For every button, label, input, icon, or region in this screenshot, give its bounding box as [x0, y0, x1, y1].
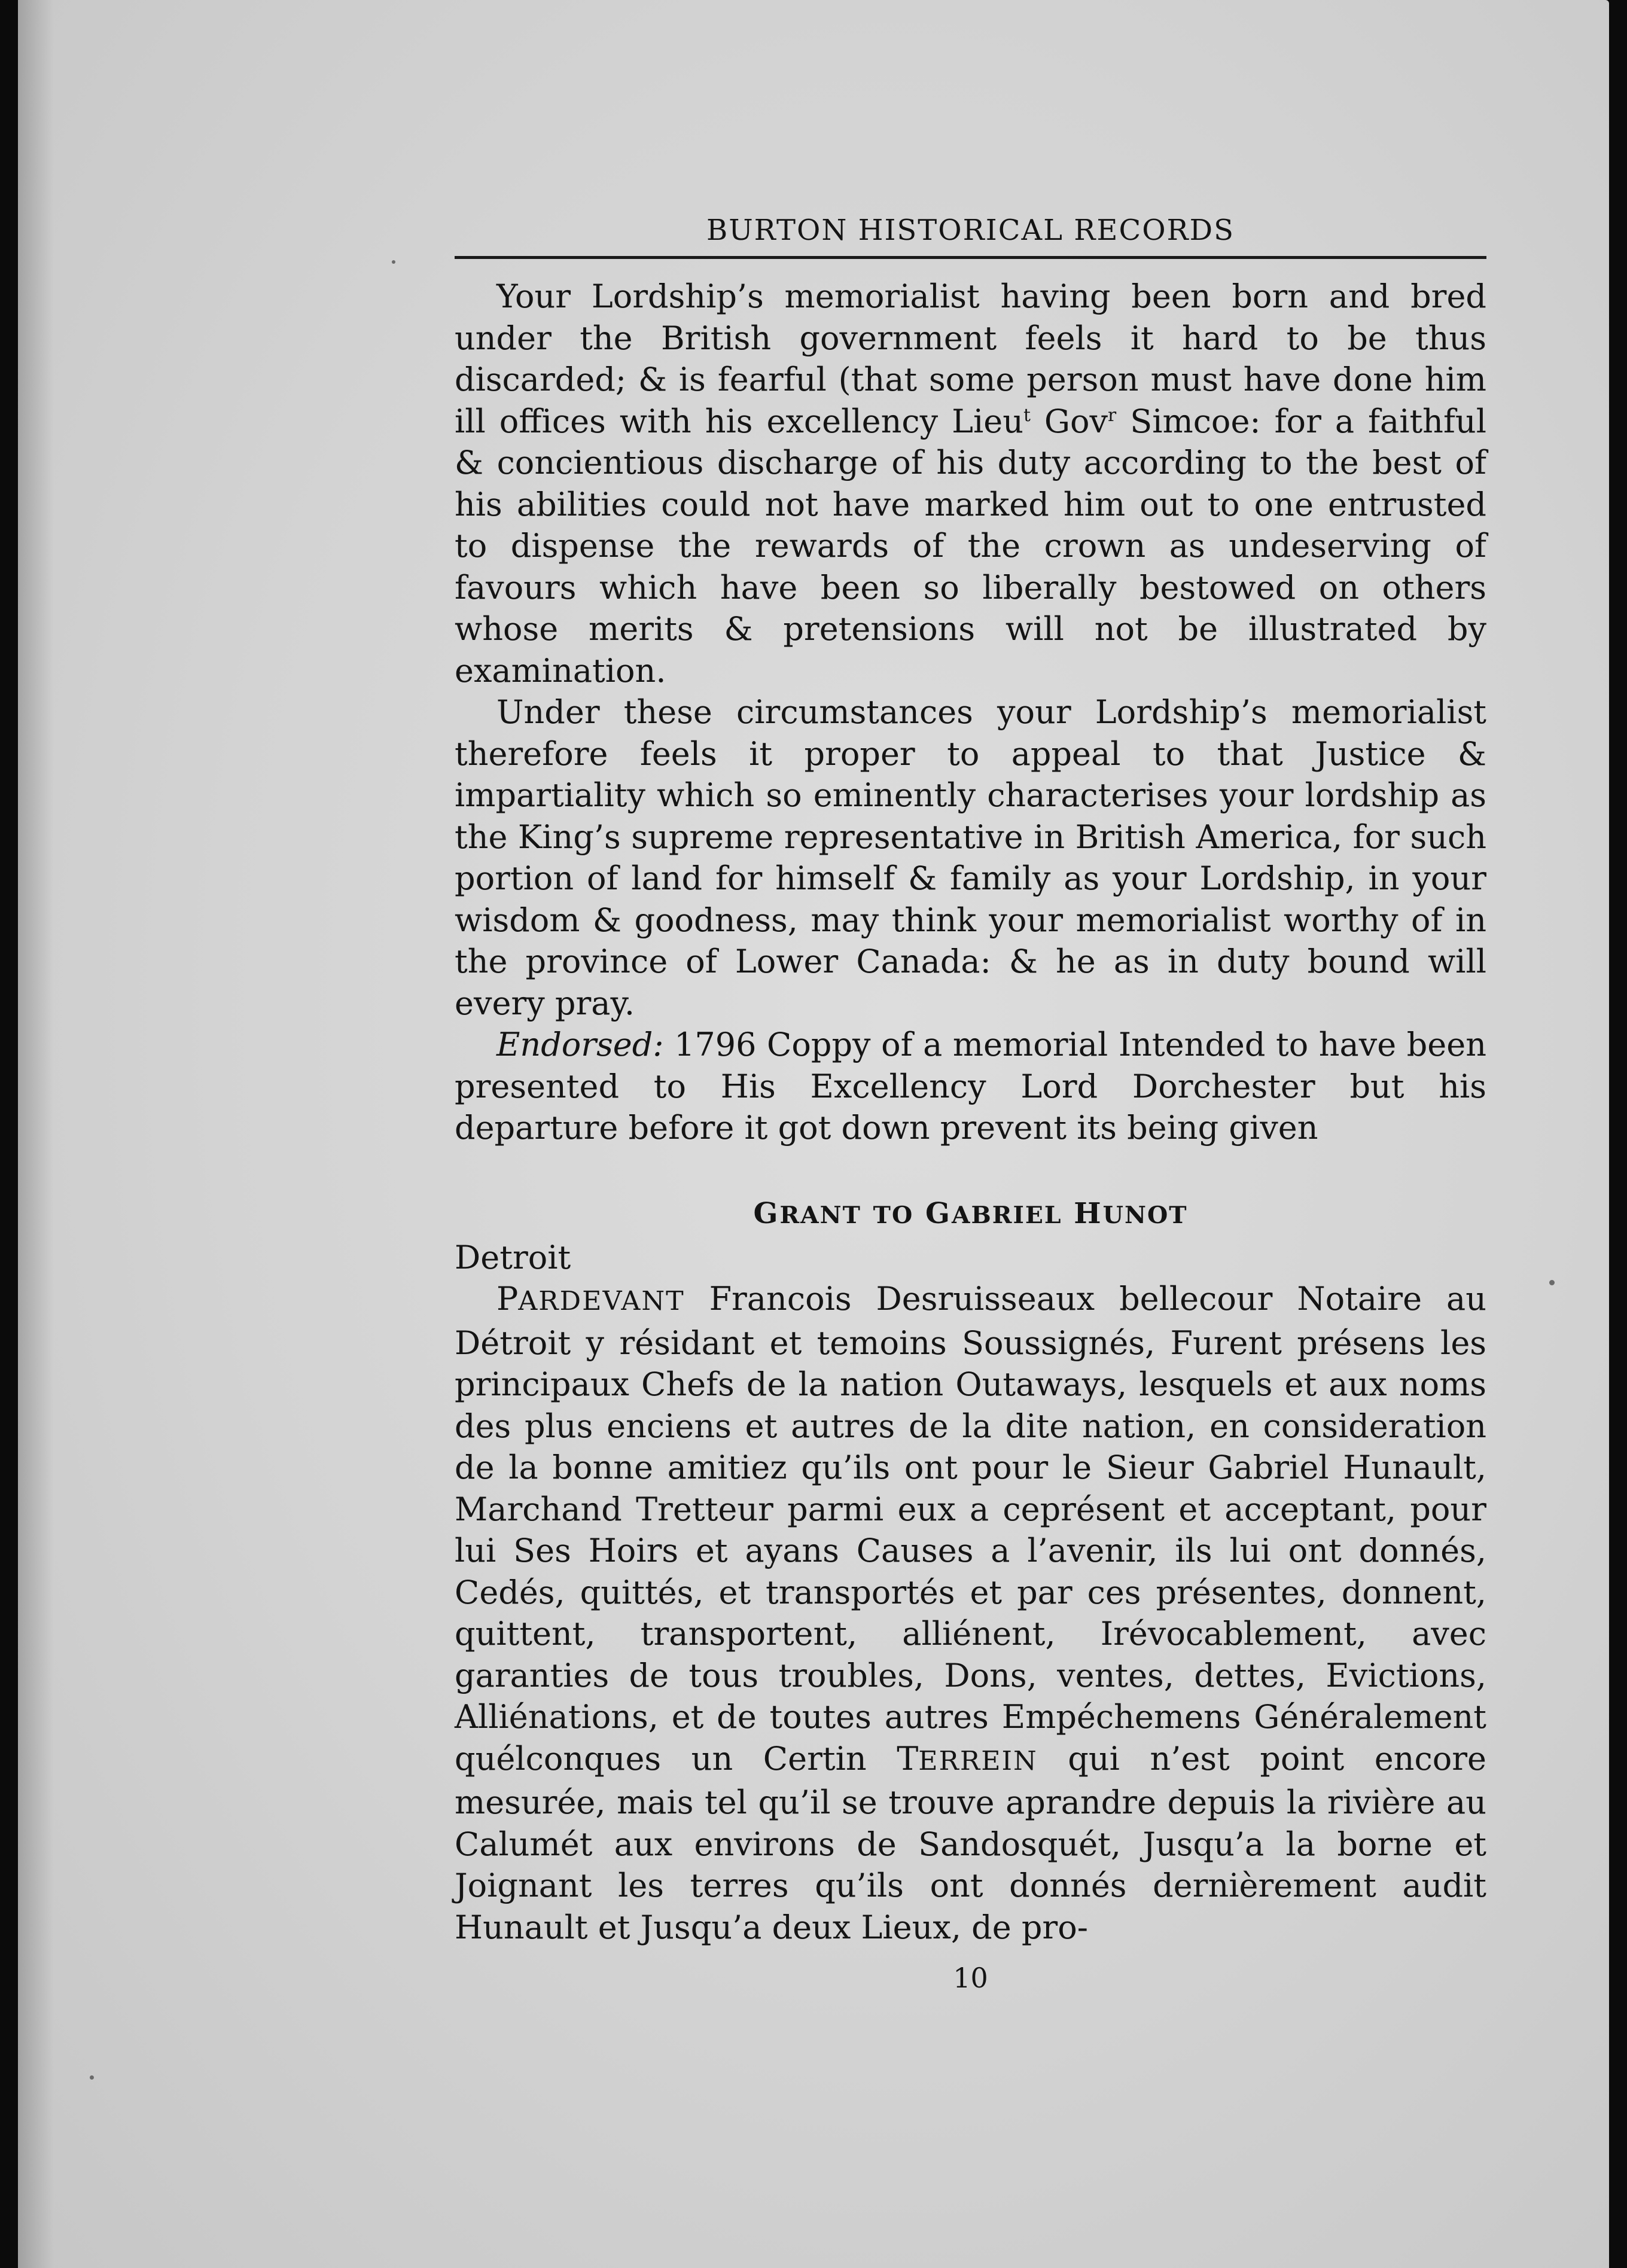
grant-opening-smallcaps: ARDEVANT [518, 1286, 685, 1316]
place-line: Detroit [455, 1238, 571, 1276]
paper-speck [392, 260, 395, 264]
endorsed-text: 1796 Coppy of a memorial Intended to have been presented to His Excellency Lord Dorchester but his departure before it got down prevent its being given [455, 1026, 1486, 1147]
grant-opening-initial: P [496, 1280, 519, 1318]
title-smallcaps: UNOT [1102, 1201, 1188, 1229]
paragraph-memorial-text-b: Gov [1030, 402, 1108, 440]
superscript-r: r [1108, 404, 1117, 426]
body-text [455, 276, 1486, 1948]
title-initial: G [753, 1196, 780, 1230]
paragraph-memorial-text-a: Your Lordship’s memorialist having been born and bred under the British government feels it hard to be thus discarded; & is fearful (that some person must have done him ill offices with his excellency Lieu [455, 278, 1486, 440]
section-title [455, 1192, 1486, 1237]
paragraph-grant [455, 1278, 1486, 1948]
grant-text-a: Francois Desruisseaux bellecour Notaire au Détroit y résidant et temoins Soussignés, Furent présens les principaux Chefs de la nation Outaways, lesquels et aux noms des plus enciens et autres de la dite nation, en consideration de la bonne amitiez qu’ils ont pour le Sieur Gabriel Hunault, Marchand Tretteur parmi eux a ceprésent et acceptant, pour lui Ses Hoirs et ayans Causes a l’avenir, ils lui ont donnés, Cedés, quittés, et transportés et par ces présentes, donnent, quittent, transportent, alliénent, Irévocablement, avec garanties de tous troubles, Dons, ventes, dettes, Evictions, Alliénations, et de toutes autres Empéchemens Généralement quélconques un Certin [455, 1280, 1486, 1778]
superscript-t: t [1023, 404, 1031, 426]
paragraph-memorial [455, 276, 1486, 691]
title-word [925, 1197, 1062, 1230]
grant-text-b: qui n’est point encore mesurée, mais tel qu’il se trouve aprandre depuis la rivière au Calumét aux environs de Sandosquét, Jusqu’a la borne et Joignant les terres qu’ils ont donnés dernièrement audit Hunault et Jusqu’a deux Lieux, de pro- [455, 1739, 1486, 1946]
title-smallcaps: ABRIEL [951, 1201, 1062, 1229]
paragraph-endorsed [455, 1024, 1486, 1149]
title-smallcaps: RANT [779, 1201, 861, 1229]
title-word [753, 1197, 861, 1230]
endorsed-label: Endorsed: [496, 1026, 664, 1063]
running-head: BURTON HISTORICAL RECORDS [706, 214, 1235, 247]
paragraph-memorial-text-c: Simcoe: for a faithful & concientious discharge of his duty according to the best of his abilities could not have marked him out to one entrusted to dispense the rewards of the crown as undeserving of favours which have been so liberally bestowed on others whose merits & pretensions will not be illustrated by examination. [455, 402, 1486, 690]
header-rule [455, 256, 1486, 259]
paragraph-appeal: Under these circumstances your Lordship’s memorialist therefore feels it proper to appeal to that Justice & impartiality which so eminently characterises your lordship as the King’s supreme representative in British America, for such portion of land for himself & family as your Lordship, in your wisdom & goodness, may think your memorialist worthy of in the province of Lower Canada: & he as in duty bound will every pray. [455, 693, 1486, 1022]
terrein-smallcaps: ERREIN [918, 1745, 1038, 1776]
page-content [455, 209, 1486, 1999]
terrein-initial: T [897, 1739, 919, 1778]
page-number: 10 [953, 1962, 988, 1994]
section-gap [455, 1149, 1486, 1192]
paper-speck [90, 2075, 94, 2080]
title-initial: G [925, 1196, 952, 1230]
title-word [1074, 1197, 1187, 1230]
title-word: TO [873, 1201, 914, 1229]
title-initial: H [1074, 1196, 1103, 1230]
paper-speck [1549, 1280, 1555, 1285]
